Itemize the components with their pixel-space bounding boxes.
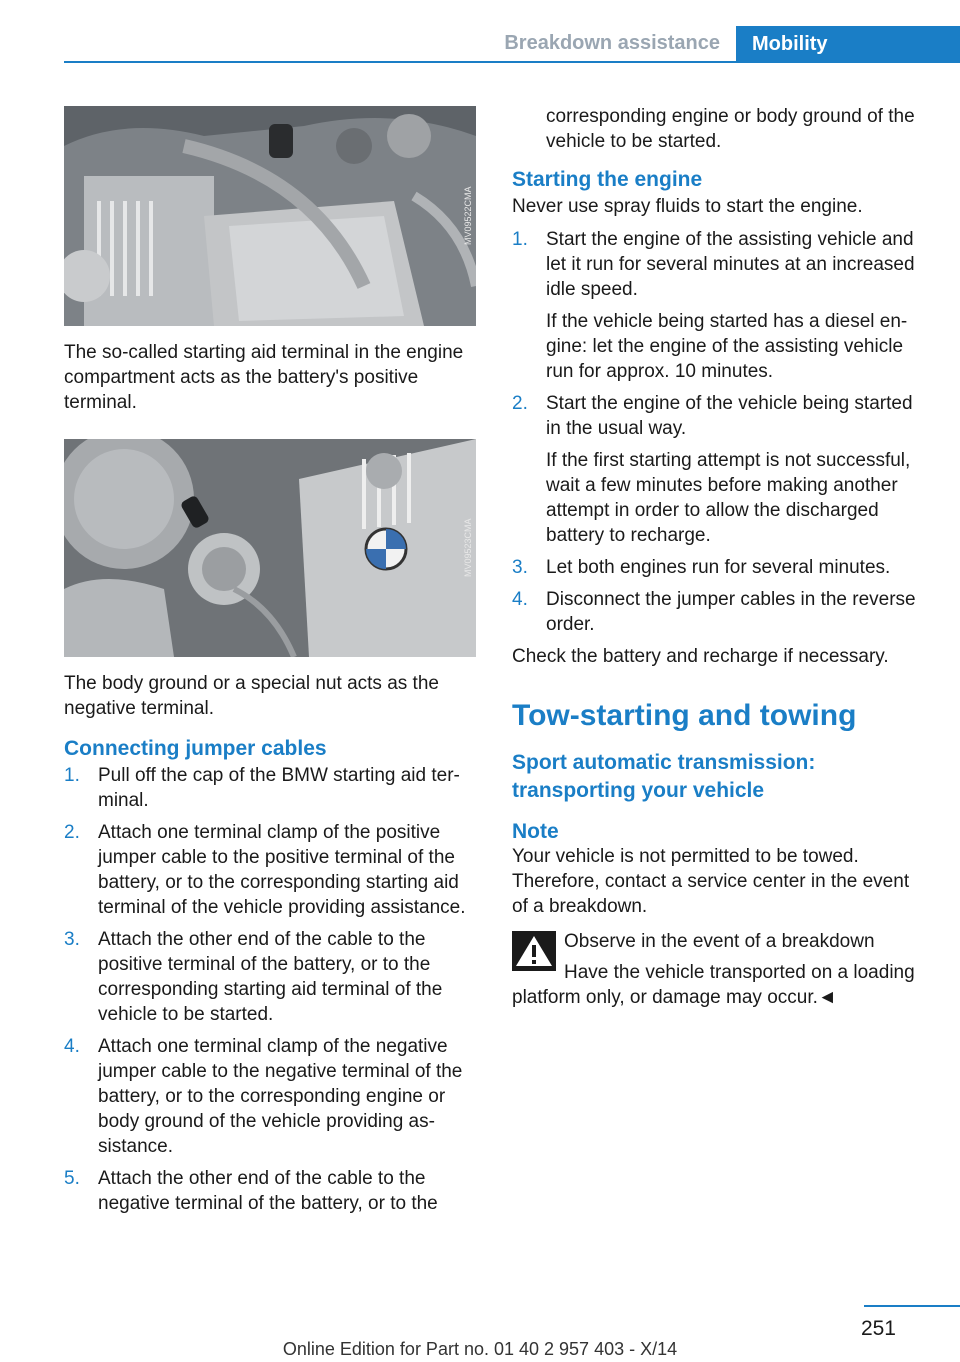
list-item [512,587,924,637]
step-number: 1. [512,229,528,250]
step-text: Start the engine of the vehicle being started in the usual way. [546,393,913,439]
step-text: Pull off the cap of the BMW starting aid terminal. [98,765,460,811]
edition-footer: Online Edition for Part no. 01 40 2 957 403 - X/14 [282,1339,678,1359]
engine-illustration-2 [64,439,476,657]
step-number: 1. [64,765,80,786]
step-number: 5. [64,1168,80,1189]
heading-sport-automatic-transmission: Sport automatic transmission: transporting your vehicle [512,751,816,802]
photo-code-label: MV09522CMA [463,186,473,246]
warning-title: Observe in the event of a breakdown [564,931,875,952]
right-column [512,104,924,1010]
photo-code-label-2: MV09523CMA [463,518,473,578]
step-number: 3. [512,557,528,578]
starting-engine-steps [512,227,924,637]
footer-rule [864,1305,960,1307]
heading-note: Note [512,820,559,843]
jumper-cable-steps [64,763,480,1216]
note-text: Your vehicle is not permitted to be towed. Therefore, contact a service center in the event of a breakdown. [512,846,910,917]
step-subtext: If the first starting attempt is not successful, wait a few minutes before making another attempt in order to allow the discharged battery to recharge. [546,450,911,546]
header-chapter-tab: Mobility [736,26,960,62]
list-item [64,1034,480,1159]
warning-triangle-icon [512,931,556,971]
step-subtext: If the vehicle being started has a diesel engine: let the engine of the assisting vehicle run for approx. 10 minutes. [546,311,908,382]
engine-photo-positive-terminal [64,106,476,326]
step-text: Disconnect the jumper cables in the reverse order. [546,589,916,635]
step-number: 4. [512,589,528,610]
warning-text: Have the vehicle transported on a loading platform only, or damage may occur.◄ [512,962,915,1008]
list-item [64,820,480,920]
list-item [64,763,480,813]
step-continuation: corresponding engine or body ground of the vehicle to be started. [546,106,915,152]
starting-intro: Never use spray fluids to start the engine. [512,196,863,217]
heading-tow-starting-and-towing: Tow-starting and towing [512,699,857,732]
step-text: Attach the other end of the cable to the positive terminal of the battery, or to the corresponding starting aid terminal of the vehicle to be started. [98,929,443,1025]
step-text: Attach the other end of the cable to the negative terminal of the battery, or to the [98,1168,438,1214]
step-text: Start the engine of the assisting vehicle and let it run for several minutes at an increased idle speed. [546,229,915,300]
heading-connecting-jumper-cables: Connecting jumper cables [64,737,327,760]
list-item [512,227,924,384]
header-section-tab: Breakdown assistance [490,26,730,60]
step-number: 2. [64,822,80,843]
page-number: 251 [860,1317,896,1340]
battery-check-text: Check the battery and recharge if necessary. [512,646,889,667]
list-item [512,391,924,548]
engine-illustration [64,106,476,326]
list-item [64,1166,480,1216]
step-number: 3. [64,929,80,950]
step-text: Attach one terminal clamp of the positive jumper cable to the positive terminal of the battery, or to the corresponding starting aid terminal of the vehicle providing assistance. [98,822,466,918]
heading-starting-the-engine: Starting the engine [512,168,703,191]
left-column [64,106,480,1223]
step-number: 4. [64,1036,80,1057]
step-text: Let both engines run for several minutes. [546,557,891,578]
engine-photo-negative-terminal [64,439,476,657]
list-item [512,555,924,580]
list-item [64,927,480,1027]
paragraph-negative-terminal: The body ground or a special nut acts as the negative terminal. [64,673,439,719]
step-number: 2. [512,393,528,414]
paragraph-positive-terminal: The so-called starting aid terminal in the engine compartment acts as the battery's positive terminal. [64,342,464,413]
header-rule [64,61,960,63]
warning-block [512,929,924,954]
step-text: Attach one terminal clamp of the negative jumper cable to the negative terminal of the battery, or to the corresponding engine or body ground of the vehicle providing assistance. [98,1036,463,1157]
